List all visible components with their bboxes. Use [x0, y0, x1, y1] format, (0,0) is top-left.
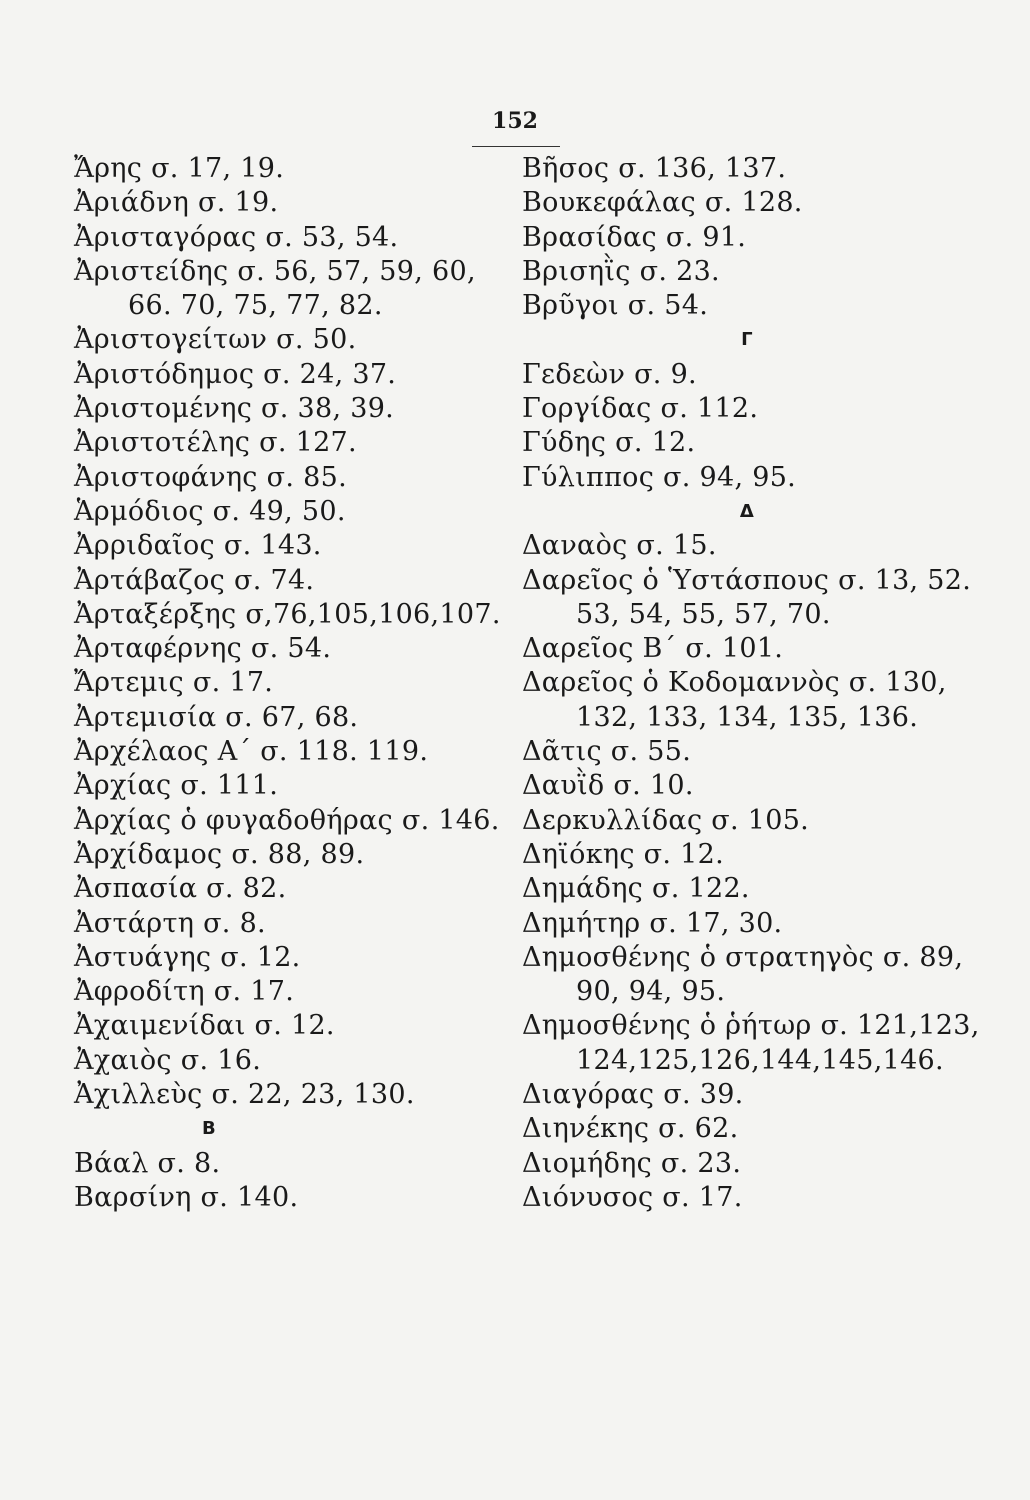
index-entry: Γοργίδας σ. 112. — [522, 393, 759, 425]
index-entry: Ἀρχίδαμος σ. 88, 89. — [74, 838, 365, 870]
index-entry: Δαυῒδ σ. 10. — [522, 770, 694, 802]
index-entry: Βάαλ σ. 8. — [74, 1147, 221, 1179]
index-entry: Δαρεῖος Β΄ σ. 101. — [522, 633, 784, 665]
index-entry-continuation: 53, 54, 55, 57, 70. — [576, 598, 831, 630]
index-entry: Ἀριστόδημος σ. 24, 37. — [74, 358, 397, 390]
index-entry: Βουκεφάλας σ. 128. — [522, 187, 803, 219]
index-entry: Βρισηῒς σ. 23. — [522, 255, 720, 287]
index-entry: Βρασίδας σ. 91. — [522, 221, 747, 253]
index-entry: Δαρεῖος ὁ Κοδομαννὸς σ. 130, — [522, 667, 947, 699]
index-entry: Ἀριάδνη σ. 19. — [74, 187, 279, 219]
index-entry: Δαναὸς σ. 15. — [522, 530, 717, 562]
index-entry: Διαγόρας σ. 39. — [522, 1079, 744, 1111]
section-letter: Δ — [739, 500, 755, 522]
index-entry: Διόνυσος σ. 17. — [522, 1181, 743, 1213]
index-entry: Διηνέκης σ. 62. — [522, 1113, 739, 1145]
index-entry: Ἁρμόδιος σ. 49, 50. — [74, 495, 346, 527]
index-entry-continuation: 132, 133, 134, 135, 136. — [576, 701, 919, 733]
index-entry: Δημήτηρ σ. 17, 30. — [522, 907, 783, 939]
index-entry: Ἀριστείδης σ. 56, 57, 59, 60, — [74, 255, 476, 287]
index-entry: Ἀρταξέρξης σ,76,105,106,107. — [74, 598, 501, 630]
page-number-rule — [472, 146, 560, 147]
index-entry: Ἀρχέλαος Α΄ σ. 118. 119. — [74, 736, 429, 768]
index-entry: Δερκυλλίδας σ. 105. — [522, 804, 810, 836]
index-entry-continuation: 66. 70, 75, 77, 82. — [128, 290, 383, 322]
index-entry: Γύλιππος σ. 94, 95. — [522, 461, 797, 493]
index-entry-continuation: 90, 94, 95. — [576, 976, 726, 1008]
index-entry: Δημοσθένης ὁ ῥήτωρ σ. 121,123, — [522, 1010, 980, 1042]
section-letter: Γ — [741, 329, 753, 351]
index-entry: Ἀχιλλεὺς σ. 22, 23, 130. — [74, 1079, 415, 1111]
index-entry: Διομήδης σ. 23. — [522, 1147, 742, 1179]
index-entry: Δηϊόκης σ. 12. — [522, 838, 725, 870]
index-entry: Ἀρτεμισία σ. 67, 68. — [74, 701, 359, 733]
index-entry: Ἀριστομένης σ. 38, 39. — [74, 393, 395, 425]
index-entry: Βαρσίνη σ. 140. — [74, 1181, 299, 1213]
index-entry: Ἀριστοτέλης σ. 127. — [74, 427, 357, 459]
index-entry: Δαρεῖος ὁ Ὑστάσπους σ. 13, 52. — [522, 564, 972, 596]
index-entry-continuation: 124,125,126,144,145,146. — [576, 1044, 944, 1076]
index-entry: Δημοσθένης ὁ στρατηγὸς σ. 89, — [522, 941, 964, 973]
index-entry: Γύδης σ. 12. — [522, 427, 696, 459]
index-entry: Βρῦγοι σ. 54. — [522, 290, 709, 322]
index-entry: Ἀρχίας σ. 111. — [74, 770, 279, 802]
index-entry: Ἄρτεμις σ. 17. — [74, 667, 274, 699]
index-entry: Ἄρης σ. 17, 19. — [74, 153, 285, 184]
index-entry: Ἀρταφέρνης σ. 54. — [74, 633, 332, 665]
page-number: 152 — [492, 108, 538, 134]
index-entry: Ἀρισταγόρας σ. 53, 54. — [74, 221, 399, 253]
index-entry: Ἀστυάγης σ. 12. — [74, 941, 301, 973]
index-entry: Ἀρτάβαζος σ. 74. — [74, 564, 315, 596]
index-entry: Βῆσος σ. 136, 137. — [522, 153, 787, 184]
index-entry: Ἀστάρτη σ. 8. — [74, 907, 266, 939]
index-column-right — [522, 152, 982, 1215]
section-letter: Β — [201, 1118, 217, 1140]
index-entry: Γεδεὼν σ. 9. — [522, 358, 697, 390]
index-entry: Ἀριστογείτων σ. 50. — [74, 324, 357, 356]
index-column-left — [74, 152, 504, 1215]
index-entry: Ἀφροδίτη σ. 17. — [74, 976, 295, 1008]
index-entry: Δᾶτις σ. 55. — [522, 736, 692, 768]
index-entry: Ἀχαιὸς σ. 16. — [74, 1044, 262, 1076]
index-entry: Ἀρχίας ὁ φυγαδοθήρας σ. 146. — [74, 804, 500, 836]
index-entry: Ἀρριδαῖος σ. 143. — [74, 530, 322, 562]
index-entry: Ἀριστοφάνης σ. 85. — [74, 461, 347, 493]
index-entry: Ἀσπασία σ. 82. — [74, 873, 287, 905]
index-entry: Ἀχαιμενίδαι σ. 12. — [74, 1010, 335, 1042]
index-entry: Δημάδης σ. 122. — [522, 873, 750, 905]
